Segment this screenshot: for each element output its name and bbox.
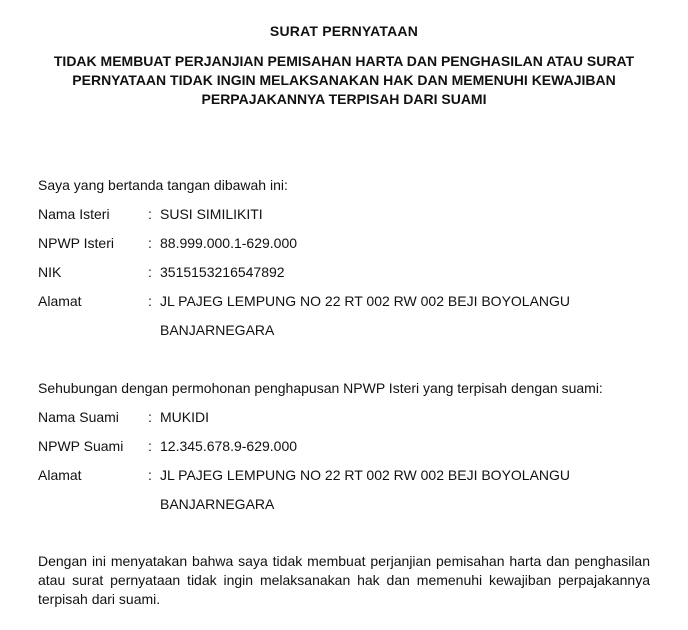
wife-npwp-row — [38, 235, 297, 251]
wife-name-value: SUSI SIMILIKITI — [160, 206, 263, 222]
husband-npwp-value: 12.345.678.9-629.000 — [160, 438, 298, 454]
closing-statement: Dengan ini menyatakan bahwa saya tidak membuat perjanjian pemisahan harta dan penghasilan atau surat pernyataan tidak ingin melaksanakan hak dan memenuhi kewajiban perpajakannya terpisah dari suami. — [38, 553, 650, 607]
separator: : — [148, 438, 152, 454]
separator: : — [148, 264, 152, 280]
wife-name-row — [38, 206, 263, 222]
husband-npwp-row — [38, 438, 297, 454]
wife-address-row — [38, 293, 570, 309]
husband-name-value: MUKIDI — [160, 409, 209, 425]
wife-address-line2: BANJARNEGARA — [160, 322, 275, 338]
wife-nik-label: NIK — [38, 264, 62, 280]
wife-npwp-value: 88.999.000.1-629.000 — [160, 235, 298, 251]
husband-address-line2: BANJARNEGARA — [160, 496, 275, 512]
document-title: SURAT PERNYATAAN — [269, 23, 419, 39]
relation-text: Sehubungan dengan permohonan penghapusan NPWP Isteri yang terpisah dengan suami: — [38, 380, 603, 396]
husband-address-line1: JL PAJEG LEMPUNG NO 22 RT 002 RW 002 BEJI BOYOLANGU — [160, 467, 571, 483]
wife-nik-value: 3515153216547892 — [160, 264, 285, 280]
separator: : — [148, 235, 152, 251]
husband-address-label: Alamat — [38, 467, 82, 483]
husband-address-row — [38, 467, 570, 483]
wife-nik-row — [38, 264, 285, 280]
separator: : — [148, 293, 152, 309]
wife-address-line1: JL PAJEG LEMPUNG NO 22 RT 002 RW 002 BEJI BOYOLANGU — [160, 293, 571, 309]
husband-name-row — [38, 409, 209, 425]
wife-npwp-label: NPWP Isteri — [38, 235, 114, 251]
separator: : — [148, 409, 152, 425]
wife-name-label: Nama Isteri — [38, 206, 110, 222]
wife-address-label: Alamat — [38, 293, 82, 309]
intro-text: Saya yang bertanda tangan dibawah ini: — [38, 177, 288, 193]
separator: : — [148, 206, 152, 222]
husband-npwp-label: NPWP Suami — [38, 438, 124, 454]
separator: : — [148, 467, 152, 483]
document-subtitle: TIDAK MEMBUAT PERJANJIAN PEMISAHAN HARTA DAN PENGHASILAN ATAU SURAT PERNYATAAN TIDAK INGIN MELAKSANAKAN HAK DAN MEMENUHI KEWAJIBAN PERPAJAKANNYA TERPISAH DARI SUAMI — [53, 53, 635, 107]
husband-name-label: Nama Suami — [38, 409, 119, 425]
